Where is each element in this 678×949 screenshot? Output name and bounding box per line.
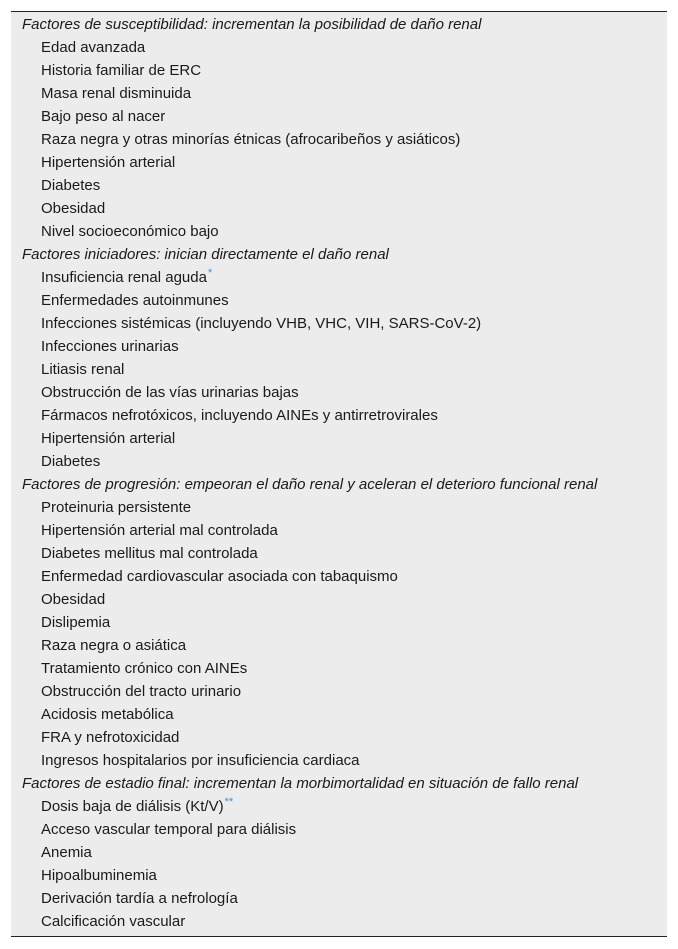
list-item: Diabetes: [41, 177, 101, 194]
list-item: Historia familiar de ERC: [41, 62, 202, 79]
list-item: Calcificación vascular: [41, 913, 186, 930]
list-item: Enfermedades autoinmunes: [41, 292, 229, 309]
list-item: Edad avanzada: [41, 39, 146, 56]
list-item: Hipertensión arterial: [41, 430, 176, 447]
list-item: Obesidad: [41, 200, 106, 217]
list-item: Nivel socioeconómico bajo: [41, 223, 219, 240]
list-item: Insuficiencia renal aguda*: [41, 267, 213, 286]
list-item: Raza negra o asiática: [41, 637, 187, 654]
footnote-mark: **: [224, 796, 234, 808]
list-item: Litiasis renal: [41, 361, 125, 378]
list-item: Raza negra y otras minorías étnicas (afrocaribeños y asiáticos): [41, 131, 461, 148]
footnote-mark: *: [207, 267, 213, 279]
section-header: Factores de progresión: empeoran el daño renal y aceleran el deterioro funcional renal: [22, 476, 598, 493]
list-item: Ingresos hospitalarios por insuficiencia cardiaca: [41, 752, 360, 769]
list-item: Proteinuria persistente: [41, 499, 192, 516]
list-item: Derivación tardía a nefrología: [41, 890, 238, 907]
list-item: Tratamiento crónico con AINEs: [41, 660, 248, 677]
list-item: Obstrucción del tracto urinario: [41, 683, 242, 700]
list-item: Bajo peso al nacer: [41, 108, 166, 125]
list-item: Anemia: [41, 844, 92, 861]
section-header: Factores de susceptibilidad: incrementan la posibilidad de daño renal: [22, 16, 482, 33]
list-item: Acidosis metabólica: [41, 706, 174, 723]
list-item: Diabetes mellitus mal controlada: [41, 545, 258, 562]
risk-factors-table: [11, 11, 667, 937]
list-item: Fármacos nefrotóxicos, incluyendo AINEs y antirretrovirales: [41, 407, 438, 424]
list-item: Hipertensión arterial mal controlada: [41, 522, 278, 539]
section-header: Factores de estadio final: incrementan la morbimortalidad en situación de fallo renal: [22, 775, 579, 792]
list-item: Diabetes: [41, 453, 101, 470]
list-item: Hipoalbuminemia: [41, 867, 157, 884]
list-item: FRA y nefrotoxicidad: [41, 729, 180, 746]
section-header: Factores iniciadores: inician directamente el daño renal: [22, 246, 389, 263]
list-item: Obesidad: [41, 591, 106, 608]
list-item: Dislipemia: [41, 614, 111, 631]
list-item: Acceso vascular temporal para diálisis: [41, 821, 297, 838]
list-item: Infecciones urinarias: [41, 338, 179, 355]
list-item: Masa renal disminuida: [41, 85, 192, 102]
list-item: Enfermedad cardiovascular asociada con tabaquismo: [41, 568, 398, 585]
list-item: Obstrucción de las vías urinarias bajas: [41, 384, 299, 401]
list-item: Dosis baja de diálisis (Kt/V)**: [41, 796, 234, 815]
list-item: Hipertensión arterial: [41, 154, 176, 171]
list-item: Infecciones sistémicas (incluyendo VHB, VHC, VIH, SARS-CoV-2): [41, 315, 482, 332]
